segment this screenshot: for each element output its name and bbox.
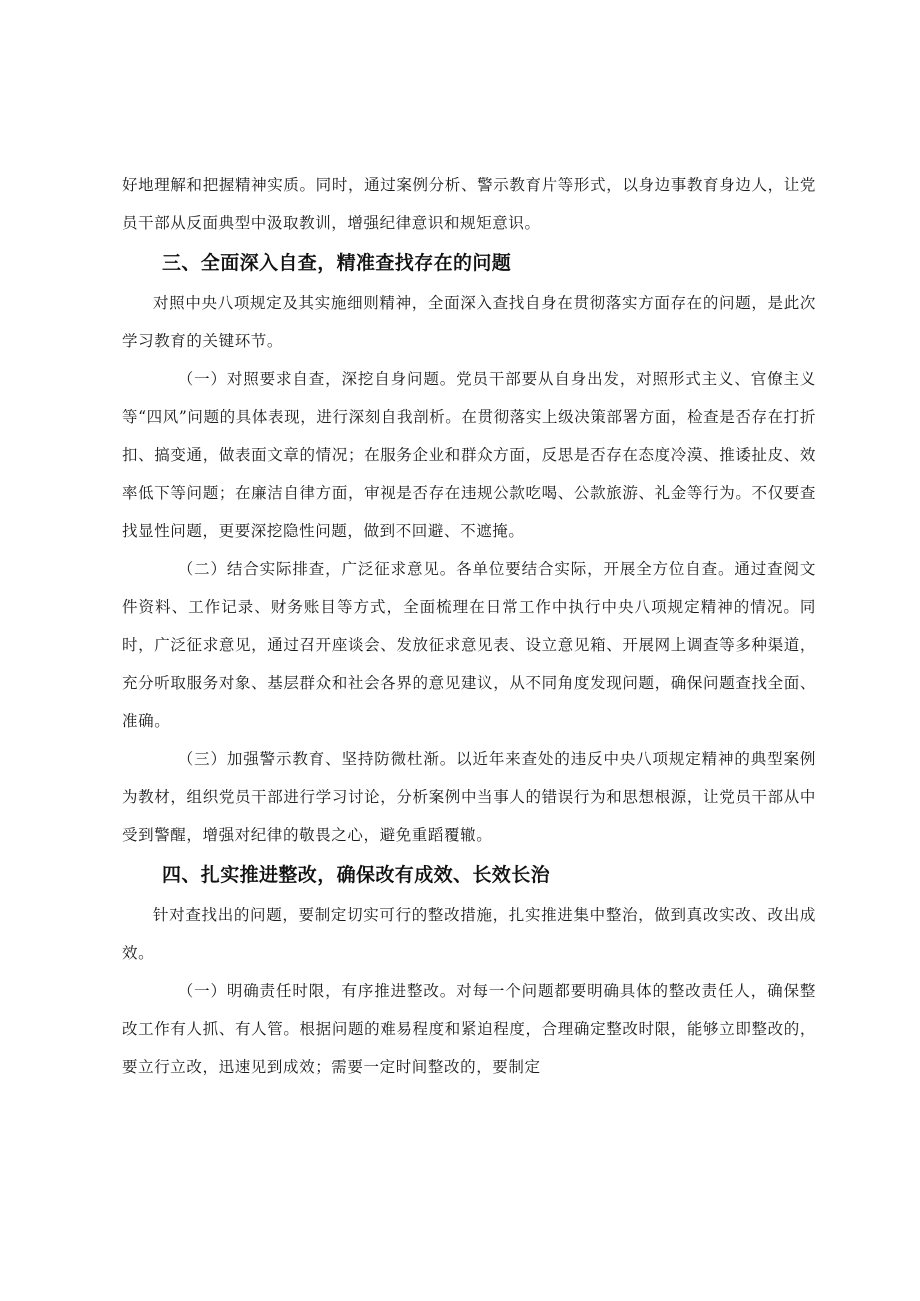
section-heading-3: 三、全面深入自查，精准查找存在的问题 (162, 252, 512, 274)
section-3-item-2: （二）结合实际排查，广泛征求意见。各单位要结合实际，开展全方位自查。通过查阅文件资料、工作记录、财务账目等方式，全面梳理在日常工作中执行中央八项规定精神的情况。同时，广泛征求意见，通过召开座谈会、发放征求意见表、设立意见箱、开展网上调查等多种渠道，充分听取服务对象、基层群众和社会各界的意见建议，从不同角度发现问题，确保问题查找全面、准确。 (122, 560, 816, 730)
section-3-intro: 对照中央八项规定及其实施细则精神，全面深入查找自身在贯彻落实方面存在的问题，是此次学习教育的关键环节。 (122, 294, 816, 350)
section-3-item-3: （三）加强警示教育、坚持防微杜渐。以近年来查处的违反中央八项规定精神的典型案例为教材，组织党员干部进行学习讨论，分析案例中当事人的错误行为和思想根源，让党员干部从中受到警醒，增强对纪律的敬畏之心，避免重蹈覆辙。 (122, 750, 816, 844)
document-body (122, 166, 816, 1086)
section-heading-4: 四、扎实推进整改，确保改有成效、长效长治 (162, 864, 551, 886)
section-4-intro: 针对查找出的问题，要制定切实可行的整改措施，扎实推进集中整治，做到真改实改、改出成效。 (122, 906, 816, 962)
section-3-item-1: （一）对照要求自查，深挖自身问题。党员干部要从自身出发，对照形式主义、官僚主义等“四风”问题的具体表现，进行深刻自我剖析。在贯彻落实上级决策部署方面，检查是否存在打折扣、搞变通，做表面文章的情况；在服务企业和群众方面，反思是否存在态度冷漠、推诿扯皮、效率低下等问题；在廉洁自律方面，审视是否存在违规公款吃喝、公款旅游、礼金等行为。不仅要查找显性问题，更要深挖隐性问题，做到不回避、不遮掩。 (122, 370, 816, 540)
section-4-item-1: （一）明确责任时限，有序推进整改。对每一个问题都要明确具体的整改责任人，确保整改工作有人抓、有人管。根据问题的难易程度和紧迫程度，合理确定整改时限，能够立即整改的，要立行立改，迅速见到成效；需要一定时间整改的，要制定 (122, 982, 816, 1076)
paragraph-continued: 好地理解和把握精神实质。同时，通过案例分析、警示教育片等形式，以身边事教育身边人，让党员干部从反面典型中汲取教训，增强纪律意识和规矩意识。 (122, 176, 816, 232)
